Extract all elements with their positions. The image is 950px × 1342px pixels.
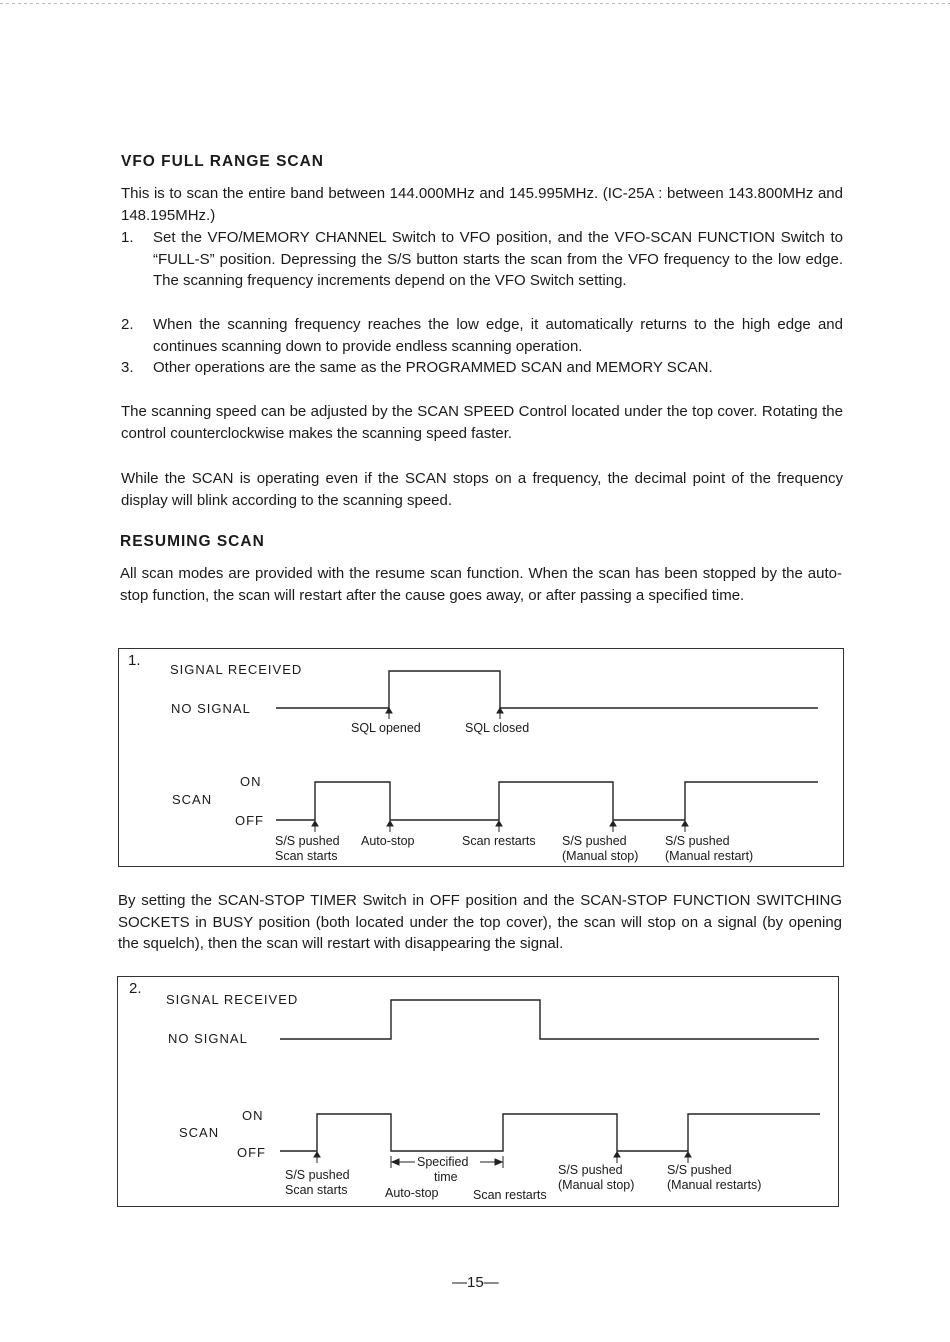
manual-restart-label: (Manual restart) <box>665 849 754 863</box>
scan-starts-label: Scan starts <box>275 849 338 863</box>
on-label: ON <box>242 1108 264 1123</box>
no-signal-label: NO SIGNAL <box>171 701 251 716</box>
sql-closed-label: SQL closed <box>465 721 530 735</box>
arrow-icon <box>314 1152 320 1163</box>
scan-restarts-label: Scan restarts <box>473 1188 547 1202</box>
on-label: ON <box>240 774 262 789</box>
time-label: time <box>434 1170 458 1184</box>
scan-restarts-label: Scan restarts <box>462 834 536 848</box>
off-label: OFF <box>235 813 264 828</box>
sql-opened-label: SQL opened <box>351 721 421 735</box>
arrow-icon <box>685 1152 691 1163</box>
signal-received-label: SIGNAL RECEIVED <box>166 992 299 1007</box>
signal-waveform <box>276 671 818 708</box>
signal-received-label: SIGNAL RECEIVED <box>170 662 303 677</box>
arrow-icon <box>496 821 502 832</box>
specified-label: Specified <box>417 1155 469 1169</box>
ss-pushed-label: S/S pushed <box>558 1163 623 1177</box>
ss-pushed-label: S/S pushed <box>667 1163 732 1177</box>
diagram-number: 1. <box>128 652 141 669</box>
auto-stop-label: Auto-stop <box>385 1186 439 1200</box>
ss-pushed-label: S/S pushed <box>562 834 627 848</box>
arrow-icon <box>497 708 503 719</box>
scan-starts-label: Scan starts <box>285 1183 348 1197</box>
manual-stop-label: (Manual stop) <box>562 849 639 863</box>
page-number: —15— <box>452 1274 499 1291</box>
timing-diagram-2 <box>117 976 839 1207</box>
scan-waveform <box>280 1114 820 1151</box>
signal-waveform <box>280 1000 819 1039</box>
arrow-icon <box>386 708 392 719</box>
manual-stop-label: (Manual stop) <box>558 1178 635 1192</box>
scan-waveform <box>276 782 818 820</box>
scan-label: SCAN <box>179 1125 220 1140</box>
list-text: When the scanning frequency reaches the low edge, it automatically returns to the high edge and continues scanning down to provide endless scanning operation. <box>153 316 843 355</box>
auto-stop-label: Auto-stop <box>361 834 415 848</box>
no-signal-label: NO SIGNAL <box>168 1031 248 1046</box>
diagram-number: 2. <box>129 980 142 997</box>
manual-restarts-label: (Manual restarts) <box>667 1178 762 1192</box>
decimal-blink-paragraph: While the SCAN is operating even if the SCAN stops on a frequency, the decimal point of the frequency display will blink according to the scanning speed. <box>121 470 843 509</box>
arrow-icon <box>682 821 688 832</box>
list-number: 1. <box>121 229 134 246</box>
list-number: 2. <box>121 316 134 333</box>
vfo-intro-paragraph: This is to scan the entire band between 144.000MHz and 145.995MHz. (IC-25A : between 143.800MHz and 148.195MHz.) <box>121 185 843 224</box>
arrow-icon <box>614 1152 620 1163</box>
section-heading-vfo-full-range-scan: VFO FULL RANGE SCAN <box>121 153 324 170</box>
arrow-icon <box>610 821 616 832</box>
scan-speed-paragraph: The scanning speed can be adjusted by the SCAN SPEED Control located under the top cover. Rotating the control counterclockwise makes the scanning speed faster. <box>121 403 843 442</box>
resume-intro-paragraph: All scan modes are provided with the resume scan function. When the scan has been stopped by the auto-stop function, the scan will restart after the cause goes away, or after passing a specified time. <box>120 565 842 604</box>
off-label: OFF <box>237 1145 266 1160</box>
ss-pushed-label: S/S pushed <box>665 834 730 848</box>
arrow-icon <box>387 821 393 832</box>
list-text: Other operations are the same as the PROGRAMMED SCAN and MEMORY SCAN. <box>153 359 713 376</box>
timing-diagram-1 <box>118 648 844 867</box>
ss-pushed-label: S/S pushed <box>275 834 340 848</box>
section-heading-resuming-scan: RESUMING SCAN <box>120 533 265 550</box>
ss-pushed-label: S/S pushed <box>285 1168 350 1182</box>
arrow-icon <box>312 821 318 832</box>
list-number: 3. <box>121 359 134 376</box>
scan-label: SCAN <box>172 792 213 807</box>
top-rule <box>0 3 950 4</box>
list-text: Set the VFO/MEMORY CHANNEL Switch to VFO position, and the VFO-SCAN FUNCTION Switch to “FULL-S” position. Depressing the S/S button starts the scan from the VFO frequency to the low edge. The scanning frequency increments depend on the VFO Switch setting. <box>153 229 843 289</box>
scan-stop-timer-paragraph: By setting the SCAN-STOP TIMER Switch in OFF position and the SCAN-STOP FUNCTION SWITCHING SOCKETS in BUSY position (both located under the top cover), the scan will stop on a signal (by opening the squelch), then the scan will restart with disappearing the signal. <box>118 892 842 952</box>
